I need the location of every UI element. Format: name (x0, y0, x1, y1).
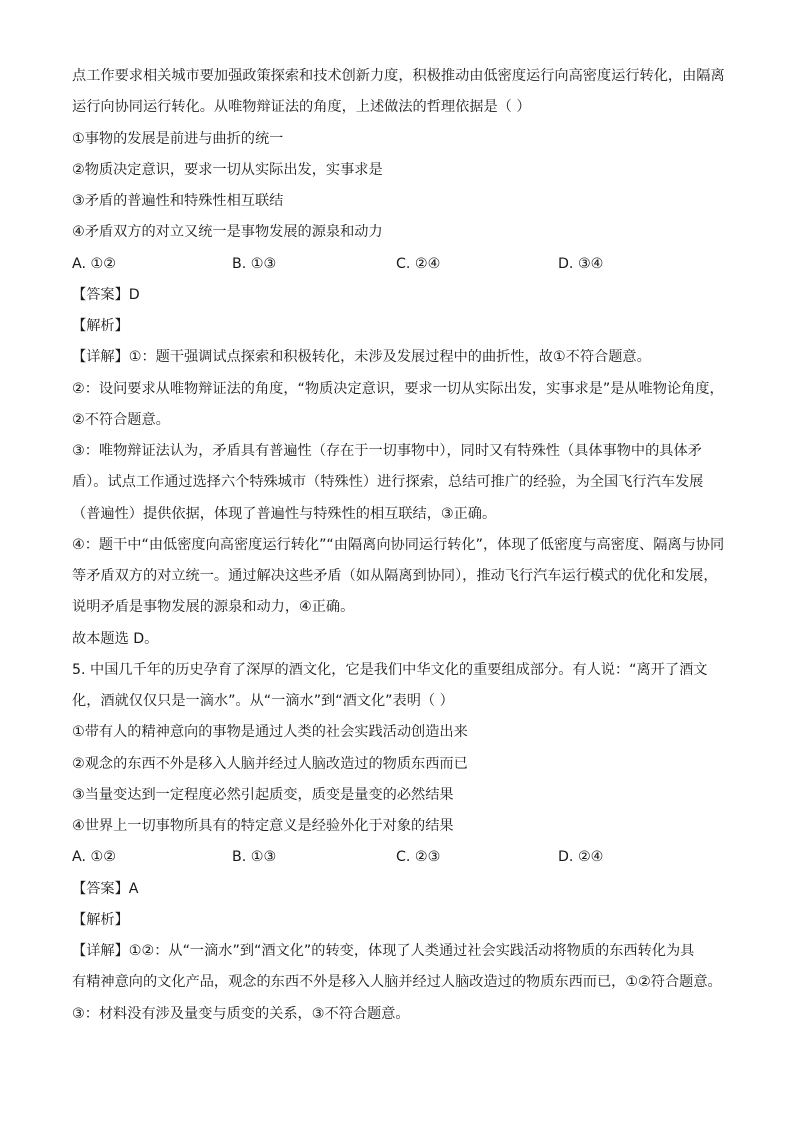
q4-analysis-line: 等矛盾双方的对立统一。通过解决这些矛盾（如从隔离到协同），推动飞行汽车运行模式的优化和发展， (72, 568, 718, 584)
q5-option-c: C. ②③ (396, 849, 441, 865)
q4-conclusion: 故本题选 D。 (72, 631, 159, 647)
q5-option-b: B. ①③ (232, 849, 277, 865)
q4-stem-line: 点工作要求相关城市要加强政策探索和技术创新力度，积极推动由低密度运行向高密度运行转化，由隔离 (72, 68, 725, 84)
q4-analysis-line: 盾）。试点工作通过选择六个特殊城市（特殊性）进行探索，总结可推广的经验，为全国飞行汽车发展 (72, 474, 704, 490)
q5-option-d: D. ②④ (558, 849, 604, 865)
q4-analysis-line: ④：题干中“由低密度向高密度运行转化”“由隔离向协同运行转化”，体现了低密度与高密度、隔离与协同 (72, 537, 725, 553)
q5-stem-line: 5. 中国几千年的历史孕育了深厚的酒文化，它是我们中华文化的重要组成部分。有人说：“离开了酒文 (72, 662, 708, 678)
q5-stem-line: 化，酒就仅仅只是一滴水”。从“一滴水”到“酒文化”表明（ ） (72, 693, 454, 709)
q4-analysis-line: （普遍性）提供依据，体现了普遍性与特殊性的相互联结，③正确。 (72, 506, 497, 522)
q4-analysis-line: ③：唯物辩证法认为，矛盾具有普遍性（存在于一切事物中），同时又有特殊性（具体事物中的具体矛 (72, 443, 702, 459)
q5-statement-4: ④世界上一切事物所具有的特定意义是经验外化于对象的结果 (72, 818, 454, 834)
q4-analysis-label: 【解析】 (72, 318, 129, 334)
q5-option-a: A. ①② (72, 849, 116, 865)
q5-statement-3: ③当量变达到一定程度必然引起质变，质变是量变的必然结果 (72, 787, 454, 803)
q4-option-b: B. ①③ (232, 256, 277, 272)
q4-answer: 【答案】D (72, 287, 140, 303)
q4-option-c: C. ②④ (396, 256, 441, 272)
q4-analysis-line: ②不符合题意。 (72, 412, 170, 428)
q4-analysis-line: ②：设问要求从唯物辩证法的角度，“物质决定意识，要求一切从实际出发，实事求是”是从唯物论角度， (72, 381, 724, 397)
q4-analysis-line: 【详解】①：题干强调试点探索和积极转化，未涉及发展过程中的曲折性，故①不符合题意。 (72, 349, 651, 365)
q4-option-d: D. ③④ (558, 256, 604, 272)
q4-statement-3: ③矛盾的普遍性和特殊性相互联结 (72, 193, 284, 209)
q5-statement-2: ②观念的东西不外是移入人脑并经过人脑改造过的物质东西而已 (72, 756, 468, 772)
q4-statement-2: ②物质决定意识，要求一切从实际出发，实事求是 (72, 162, 383, 178)
q5-statement-1: ①带有人的精神意向的事物是通过人类的社会实践活动创造出来 (72, 724, 468, 740)
q5-analysis-line: ③：材料没有涉及量变与质变的关系，③不符合题意。 (72, 1006, 410, 1022)
q5-analysis-line: 【详解】①②：从“一滴水”到“酒文化”的转变，体现了人类通过社会实践活动将物质的东西转化为具 (72, 943, 695, 959)
q4-stem-line: 运行向协同运行转化。从唯物辩证法的角度，上述做法的哲理依据是（ ） (72, 99, 531, 115)
q5-analysis-label: 【解析】 (72, 912, 129, 928)
q4-option-a: A. ①② (72, 256, 116, 272)
q4-analysis-line: 说明矛盾是事物发展的源泉和动力，④正确。 (72, 599, 355, 615)
q5-answer: 【答案】A (72, 881, 139, 897)
q5-analysis-line: 有精神意向的文化产品，观念的东西不外是移入人脑并经过人脑改造过的物质东西而已，①②符合题意。 (72, 974, 722, 990)
q4-statement-4: ④矛盾双方的对立又统一是事物发展的源泉和动力 (72, 224, 383, 240)
q4-statement-1: ①事物的发展是前进与曲折的统一 (72, 131, 284, 147)
